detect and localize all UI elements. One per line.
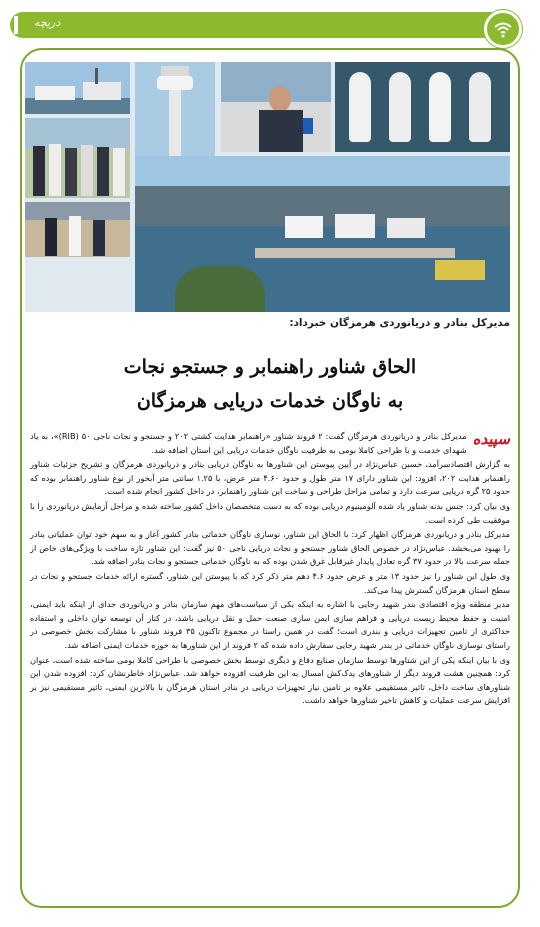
paragraph-4: مدیرکل بنادر و دریانوردی هرمزگان اظهار کرد: با الحاق این شناور، نوسازی ناوگان خدماتی بنادر کشور آغاز و به سهم خود توان عملیاتی بنادر را بهبود می‌بخشد. عباس‌نژاد در خصوص الحاق شناور جستجو و نجات دریایی ناجی ۵۰ نیز گفت: این شناور تازه ساخت با ویژگی‌های خاص از جمله سرعت بالا در حدود ۳۷ گره تعادل پایدار غیرقابل غرق شدن بوده که به ناوگان خدماتی جستجو و نجات بنادر اضافه شد. (30, 529, 510, 567)
article-kicker: مدیرکل بنادر و دریانوردی هرمزگان خبرداد: (289, 317, 510, 329)
article-photo-collage (25, 62, 510, 312)
photo-boats-pier (25, 62, 130, 114)
headline-line-1: الحاق شناور راهنمابر و جستجو نجات (123, 356, 417, 378)
paragraph-2: به گزارش اقتصادسرآمد، حسین عباس‌نژاد در آیین پیوستن این شناورها به ناوگان دریایی بنادر و دریانوردی هرمزگان و تشریح جزئیات شناور راهنمابر هدایت ۲۰۲، افزود: این شناور دارای ۱۷ متر طول و حدود ۴.۶۰ متر عرض، با ۱.۲۵ سانتی متر آبخور از نوع شناور راهنمابر بوده که حدود ۲۵ گره دریایی سرعت دارد و تمامی مراحل طراحی و ساخت این شناور راهنمابر، در داخل کشور انجام شده است. (30, 459, 510, 497)
article-body (30, 430, 510, 900)
photo-boats-aerial (335, 62, 510, 152)
photo-officials-group (25, 118, 130, 198)
section-label: دریچه (34, 16, 61, 29)
paragraph-7: وی با بیان اینکه یکی از این شناورها توسط سازمان صنایع دفاع و دیگری توسط بخش خصوصی با طراحی کاملا بومی ساخته شده است، عنوان کرد: همچنین هشت فروند دیگر از شناورهای یدک‌کش امسال به این ظرفیت افزوده خواهد شد. عباس‌نژاد خاطرنشان کرد: افزوده شدن این شناورهای ساخت داخل، تاثیر مستقیمی علاوه بر تامین نیاز تجهیزات دریایی در بنادر استان هرمزگان با بالاترین ایمنی، تاثیر مستقیمی نیز بر افزایش سرعت عملیات و کاهش تاخیر شناورها خواهد داشت. (30, 654, 510, 706)
wifi-icon (484, 10, 522, 48)
photo-interview (221, 62, 331, 152)
paragraph-5: وی طول این شناور را نیز حدود ۱۳ متر و عرض حدود ۴.۶ دهم متر ذکر کرد که با پیوستن این شناور، گستره ارائه خدمات جستجو و نجات در سطح استان هرمزگان گسترش پیدا می‌کند. (30, 570, 510, 595)
paragraph-6: مدیر منطقه ویژه اقتصادی بندر شهید رجایی با اشاره به اینکه یکی از سیاست‌های مهم سازمان بنادر و دریانوردی جدای از اینکه باید ایمنی، امنیت و حفظ محیط زیست دریایی و فراهم سازی ایمن سازی صنعت حمل و نقل دریایی باشد، در کنار آن توسعه توان داخلی و استفاده حداکثری از تامین تجهیزات دریایی و بندری است؛ گفت در همین راستا در مجموع تاکنون ۳۵ فروند شناور با مشارکت بخش خصوصی در راستای نوسازی ناوگان خدماتی در بندر شهید رجایی سفارش داده شده که ۲ فروند از این شناورها به حوزه خدمات ایمنی اضافه شد. (30, 599, 510, 650)
header-divider (14, 16, 18, 34)
paragraph-3: وی بیان کرد: جنس بدنه شناور یاد شده آلومینیوم دریایی بوده که به دست متخصصان داخل کشور ساخته شده و مراحل آزمایش دریانوردی را با موفقیت طی کرده است. (30, 500, 510, 525)
paragraph-1: مدیرکل بنادر و دریانوردی هرمزگان گفت: ۲ فروند شناور «راهنمابر هدایت کشتی ۲۰۲ و جستجو و نجات ناجی ۵۰ (RIB)»، به یاد شهدای خدمت و با طراحی کاملا بومی به ظرفیت ناوگان خدمات دریایی این استان اضافه شد. (30, 431, 467, 455)
photo-ceremony (25, 202, 130, 257)
headline-line-2: به ناوگان خدمات دریایی هرمزگان (136, 390, 404, 412)
publication-logo: سپیده (472, 430, 510, 448)
section-header-bar (10, 12, 510, 38)
photo-harbor (135, 156, 510, 312)
